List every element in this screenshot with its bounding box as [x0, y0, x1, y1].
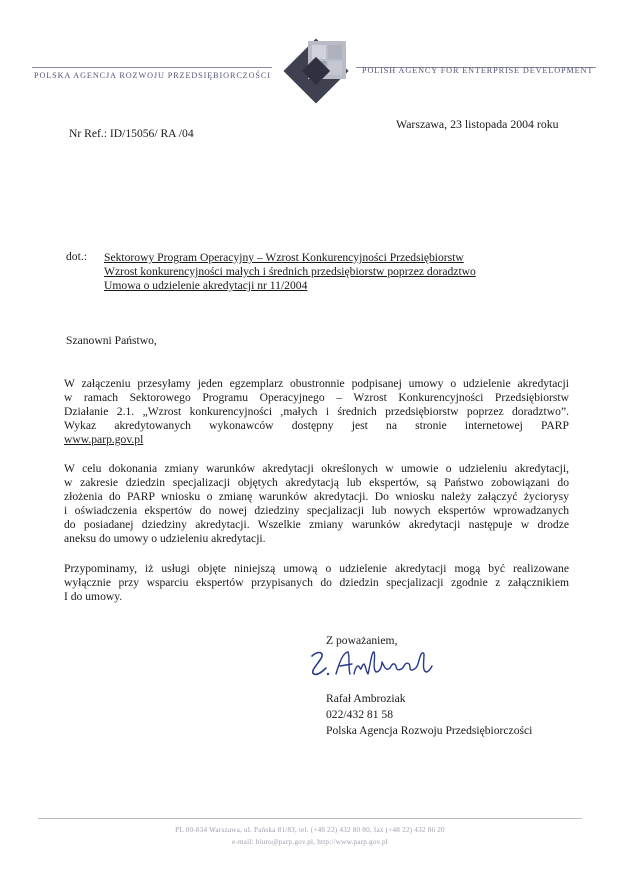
body-line: I do umowy. [64, 590, 123, 603]
footer-contact: e-mail: biuro@parp.gov.pl, http://www.parp.gov.pl [232, 838, 388, 846]
body-line: W załączeniu przesyłamy jeden egzemplarz obustronnie podpisanej umowy o udzielenie akredytacji [64, 377, 569, 390]
reference-number: Nr Ref.: ID/15056/ RA /04 [69, 127, 194, 140]
signatory-phone: 022/432 81 58 [326, 708, 393, 721]
body-line: w zakresie dziedzin specjalizacji objętych akredytacją lub ekspertów, są Państwo zobowiązani do [64, 476, 569, 489]
parp-website-link[interactable]: www.parp.gov.pl [64, 433, 144, 446]
body-line: złożenia do PARP wniosku o zmianę warunków akredytacji. Do wniosku należy załączyć życiorysy [64, 490, 569, 503]
salutation: Szanowni Państwo, [66, 334, 157, 347]
footer-address: PL 00-834 Warszawa, ul. Pańska 81/83, tel. (+48 22) 432 80 80, fax (+48 22) 432 86 20 [175, 826, 445, 834]
body-line: Działanie 2.1. „Wzrost konkurencyjności ,małych i średnich przedsiębiorstw poprzez doradztwo”. [64, 405, 569, 418]
body-line: w ramach Sektorowego Programu Operacyjnego – Wzrost Konkurencyjności Przedsiębiorstw [64, 391, 569, 404]
body-line: aneksu do umowy o udzieleniu akredytacji. [64, 532, 266, 545]
body-line: Przypominamy, iż usługi objęte niniejszą umową o udzielenie akredytacji mogą być realizowane [64, 562, 569, 575]
subject-line: Sektorowy Program Operacyjny – Wzrost Konkurencyjności Przedsiębiorstw [104, 251, 464, 264]
signatory-name: Rafał Ambroziak [326, 692, 406, 705]
signatory-organization: Polska Agencja Rozwoju Przedsiębiorczości [326, 724, 533, 737]
letterhead-left-text: POLSKA AGENCJA ROZWOJU PRZEDSIĘBIORCZOŚCI [34, 71, 271, 80]
body-line: i oświadczenia ekspertów do nowej dziedziny specjalizacji lub nowych ekspertów wprowadzanych [64, 504, 569, 517]
footer-rule [38, 818, 582, 819]
body-line: Wykaz akredytowanych wykonawców dostępny jest na stronie internetowej PARP [64, 419, 569, 432]
letterhead-right-text: POLISH AGENCY FOR ENTERPRISE DEVELOPMENT [362, 66, 594, 75]
subject-label: dot.: [66, 250, 87, 263]
subject-line: Wzrost konkurencyjności małych i średnich przedsiębiorstw poprzez doradztwo [104, 265, 476, 278]
subject-line: Umowa o udzielenie akredytacji nr 11/2004 [104, 279, 308, 292]
letterhead-left-rule [32, 67, 272, 68]
parp-diamond-logo-icon [282, 37, 350, 105]
body-line: W celu dokonania zmiany warunków akredytacji określonych w umowie o udzieleniu akredytacji, [64, 462, 569, 475]
body-line: wyłącznie przy wsparciu ekspertów przypisanych do dziedzin specjalizacji zgodnie z załącznikiem [64, 576, 569, 589]
handwritten-signature [306, 646, 436, 682]
body-line: do posiadanej dziedziny akredytacji. Wszelkie zmiany warunków akredytacji następuje w drodze [64, 518, 569, 531]
date-line: Warszawa, 23 listopada 2004 roku [396, 117, 559, 131]
closing-regards: Z poważaniem, [326, 634, 398, 647]
